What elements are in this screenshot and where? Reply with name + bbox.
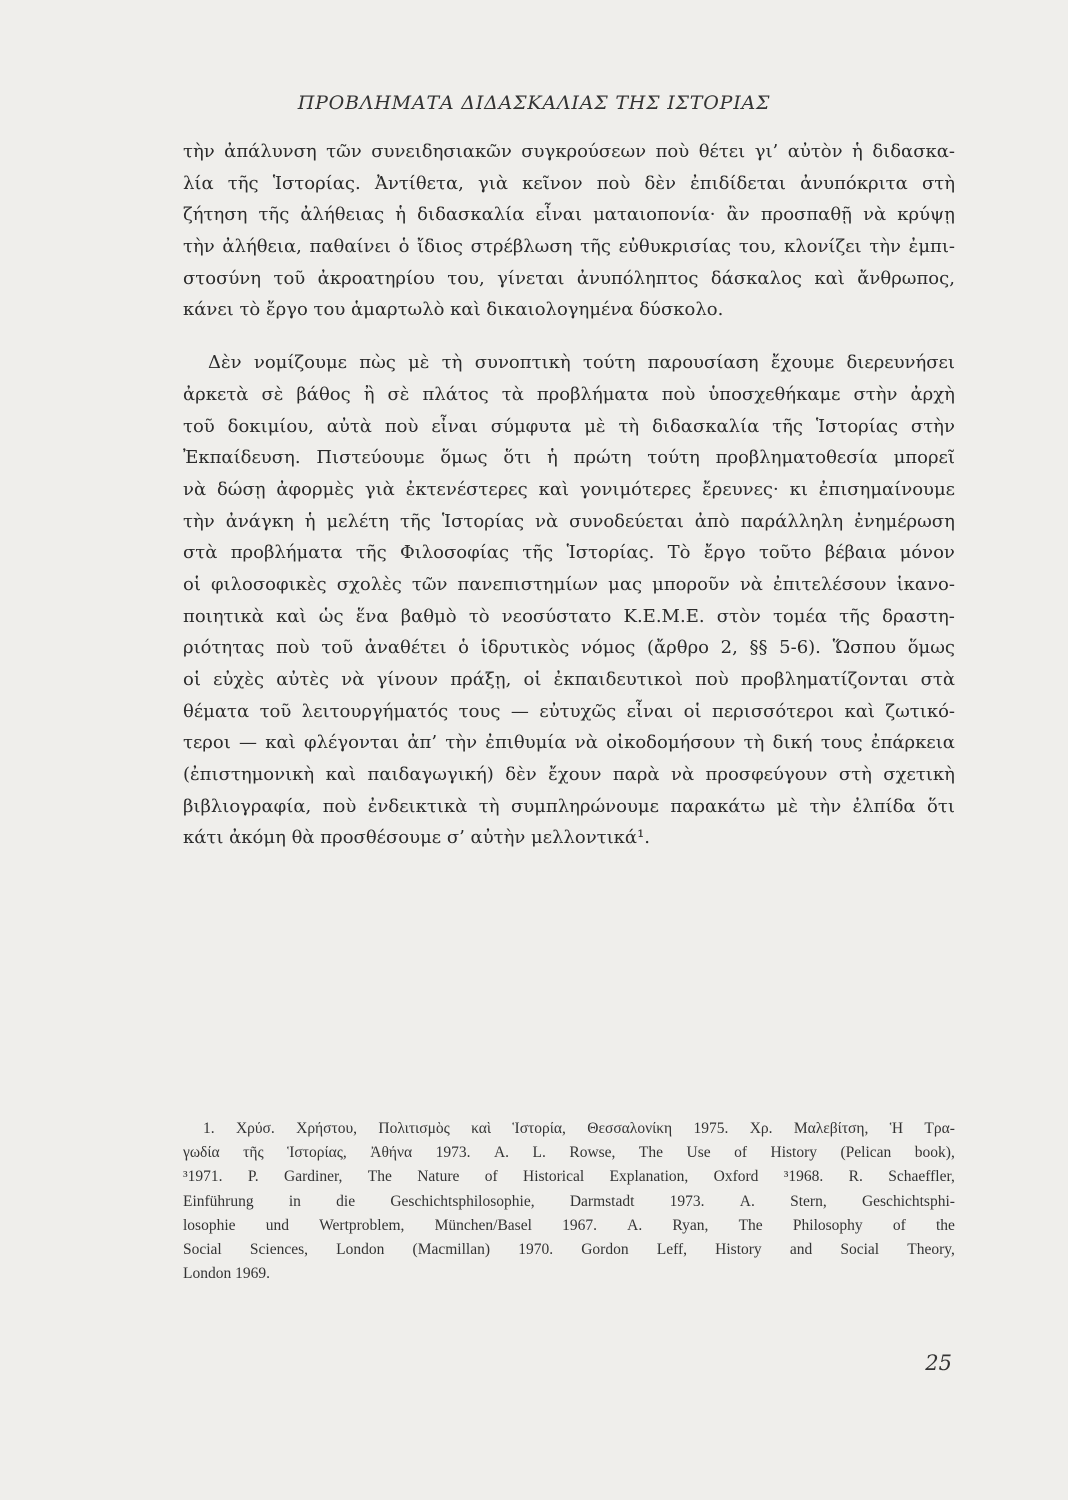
text-line: τοῦ δοκιμίου, αὐτὰ ποὺ εἶναι σύμφυτα μὲ τὴ διδασκαλία τῆς Ἱστορίας στὴν: [183, 415, 955, 437]
text-line: τὴν ἀπάλυνση τῶν συνειδησιακῶν συγκρούσεων ποὺ θέτει γι’ αὐτὸν ἡ διδασκα-: [183, 141, 955, 162]
footnote-line: losophie und Wertproblem, München/Basel 1967. A. Ryan, The Philosophy of the: [183, 1216, 955, 1234]
text-line: ριότητας ποὺ τοῦ ἀναθέτει ὁ ἱδρυτικὸς νόμος (ἄρθρο 2, §§ 5-6). Ὥσπου ὅμως: [183, 637, 955, 659]
footnote-line: ³1971. P. Gardiner, The Nature of Historical Explanation, Oxford ³1968. R. Schaeffler,: [183, 1168, 955, 1186]
footnote-line: London 1969.: [183, 1265, 270, 1283]
text-line: κάνει τὸ ἔργο του ἁμαρτωλὸ καὶ δικαιολογημένα δύσκολο.: [183, 299, 724, 321]
text-line: ποιητικὰ καὶ ὡς ἕνα βαθμὸ τὸ νεοσύστατο Κ.Ε.Μ.Ε. στὸν τομέα τῆς δραστη-: [183, 605, 955, 627]
text-line: θέματα τοῦ λειτουργήματός τους — εὐτυχῶς εἶναι οἱ περισσότεροι καὶ ζωτικό-: [183, 700, 955, 722]
body-text: [183, 136, 955, 854]
footnote-line: γωδία τῆς Ἱστορίας, Ἀθήνα 1973. A. L. Rowse, The Use of History (Pelican book),: [183, 1144, 955, 1162]
running-head-title: ΠΡΟΒΛΗΜΑΤΑ ΔΙΔΑΣΚΑΛΙΑΣ ΤΗΣ ΙΣΤΟΡΙΑΣ: [297, 92, 771, 114]
footnote-block: [183, 1117, 955, 1286]
page-number: 25: [925, 1351, 952, 1375]
text-line: λία τῆς Ἱστορίας. Ἀντίθετα, γιὰ κεῖνον ποὺ δὲν ἐπιδίδεται ἀνυπόκριτα στὴ: [183, 172, 955, 194]
text-line: οἱ φιλοσοφικὲς σχολὲς τῶν πανεπιστημίων μας μποροῦν νὰ ἐπιτελέσουν ἱκανο-: [183, 573, 955, 595]
text-line: τεροι — καὶ φλέγονται ἀπ’ τὴν ἐπιθυμία νὰ οἰκοδομήσουν τὴ δική τους ἐπάρκεια: [183, 732, 955, 754]
text-line: κάτι ἀκόμη θὰ προσθέσουμε σ’ αὐτὴν μελλοντικά¹.: [183, 827, 651, 849]
text-line: στὰ προβλήματα τῆς Φιλοσοφίας τῆς Ἱστορίας. Τὸ ἔργο τοῦτο βέβαια μόνον: [183, 542, 955, 564]
text-line: τὴν ἀλήθεια, παθαίνει ὁ ἴδιος στρέβλωση τῆς εὐθυκρισίας του, κλονίζει τὴν ἐμπι-: [183, 236, 955, 258]
text-line: τὴν ἀνάγκη ἡ μελέτη τῆς Ἱστορίας νὰ συνοδεύεται ἀπὸ παράλληλη ἐνημέρωση: [183, 510, 955, 532]
text-line: Δὲν νομίζουμε πὼς μὲ τὴ συνοπτικὴ τούτη παρουσίαση ἔχουμε διερευνήσει: [208, 352, 955, 374]
text-line: νὰ δώσῃ ἀφορμὲς γιὰ ἐκτενέστερες καὶ γονιμότερες ἔρευνες· κι ἐπισημαίνουμε: [183, 478, 955, 500]
text-line: Ἐκπαίδευση. Πιστεύουμε ὅμως ὅτι ἡ πρώτη τούτη προβληματοθεσία μπορεῖ: [183, 447, 955, 469]
footnote-line: 1. Χρύσ. Χρήστου, Πολιτισμὸς καὶ Ἱστορία, Θεσσαλονίκη 1975. Χρ. Μαλεβίτση, Ἡ Τρα-: [203, 1120, 955, 1137]
text-line: (ἐπιστημονικὴ καὶ παιδαγωγική) δὲν ἔχουν παρὰ νὰ προσφεύγουν στὴ σχετικὴ: [183, 764, 955, 786]
footnote-line: Einführung in die Geschichtsphilosophie, Darmstadt 1973. A. Stern, Geschichtsphi-: [183, 1192, 955, 1210]
text-line: στοσύνη τοῦ ἀκροατηρίου του, γίνεται ἀνυπόληπτος δάσκαλος καὶ ἄνθρωπος,: [183, 267, 955, 289]
text-line: οἱ εὐχὲς αὐτὲς νὰ γίνουν πράξῃ, οἱ ἐκπαιδευτικοὶ ποὺ προβληματίζονται στὰ: [183, 669, 955, 690]
text-line: ἀρκετὰ σὲ βάθος ἢ σὲ πλάτος τὰ προβλήματα ποὺ ὑποσχεθήκαμε στὴν ἀρχὴ: [183, 383, 955, 405]
paragraph-gap: [183, 326, 955, 347]
text-line: ζήτηση τῆς ἀλήθειας ἡ διδασκαλία εἶναι ματαιοπονία· ἂν προσπαθῇ νὰ κρύψῃ: [183, 204, 955, 226]
footnote-line: Social Sciences, London (Macmillan) 1970. Gordon Leff, History and Social Theory,: [183, 1240, 955, 1258]
text-line: βιβλιογραφία, ποὺ ἐνδεικτικὰ τὴ συμπληρώνουμε παρακάτω μὲ τὴν ἐλπίδα ὅτι: [183, 795, 955, 817]
